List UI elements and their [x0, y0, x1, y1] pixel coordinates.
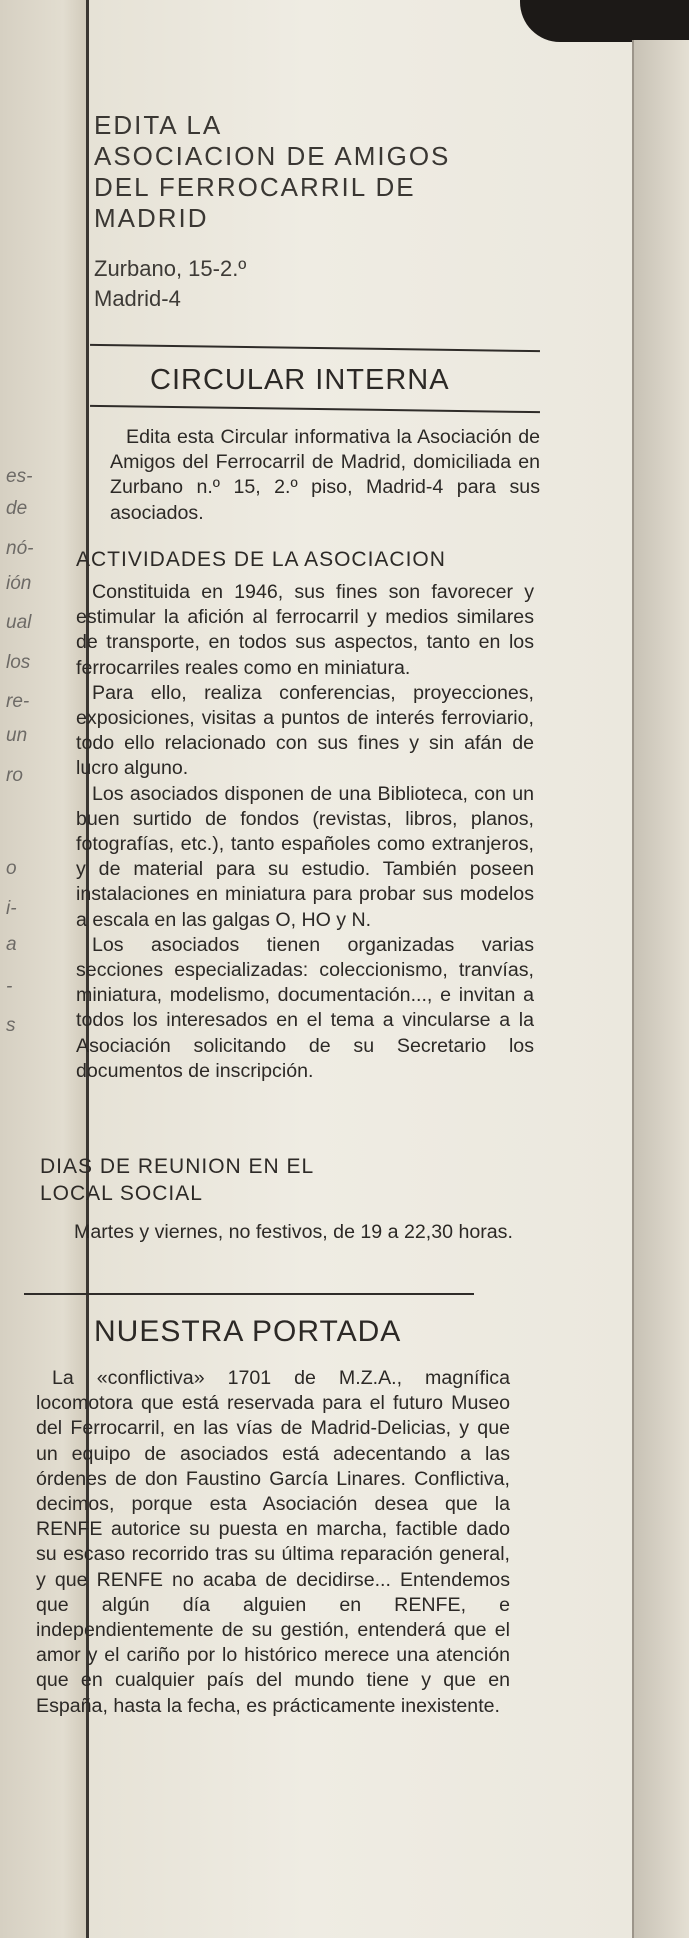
actividades-paragraph: Para ello, realiza conferencias, proyecciones, exposiciones, visitas a puntos de interés ferroviario, todo ello relacionado con sus fines y sin afán de lucro alguno. — [76, 681, 534, 780]
left-page-fragment: ro — [6, 765, 23, 786]
reunion-heading-line1: DIAS DE REUNION EN EL — [40, 1155, 315, 1178]
address-line: Zurbano, 15-2.º — [94, 256, 247, 281]
actividades-paragraph: Los asociados tienen organizadas varias secciones especializadas: coleccionismo, tranvías, miniatura, modelismo, documentación..., e invitan a todos los interesados en el tema a vincularse a la Asociación solicitando de su Secretario los documentos de inscripción. — [76, 933, 534, 1082]
portada-text: La «conflictiva» 1701 de M.Z.A., magnífica locomotora que está reservada para el futuro Museo del Ferrocarril, en las vías de Madrid-Delicias, y que un equipo de asociados está adecentando a las órdenes de don Faustino García Linares. Conflictiva, decimos, porque esta Asociación desea que la RENFE autorice su puesta en marcha, factible dado su escaso recorrido tras su última reparación general, y que RENFE no acaba de decidirse... Entendemos que algún día alguien en RENFE, e independientemente de su gestión, entenderá que el amor y el cariño por lo histórico merece una atención que en cualquier país del mundo tiene y que en España, hasta la fecha, es prácticamente inexistente. — [36, 1367, 510, 1717]
reunion-body — [58, 1220, 528, 1245]
rule-portada — [24, 1293, 474, 1295]
address-line: Madrid-4 — [94, 286, 181, 311]
next-page-edge — [634, 40, 689, 1938]
publisher-line: MADRID — [94, 203, 209, 233]
reunion-text: Martes y viernes, no festivos, de 19 a 22,30 horas. — [74, 1221, 513, 1243]
publisher-line: DEL FERROCARRIL DE — [94, 172, 416, 202]
actividades-body — [76, 580, 534, 1084]
intro-paragraph: Edita esta Circular informativa la Asociación de Amigos del Ferrocarril de Madrid, domiciliada en Zurbano n.º 15, 2.º piso, Madrid-4 para sus asociados. — [110, 426, 540, 524]
actividades-paragraph: Los asociados disponen de una Biblioteca, con un buen surtido de fondos (revistas, libros, planos, fotografías, etc.), tanto españoles como extranjeros, y de material para su estudio. También poseen instalaciones en miniatura para probar sus modelos a escala en las galgas O, HO y N. — [76, 782, 534, 931]
portada-body — [36, 1366, 510, 1719]
circular-title: CIRCULAR INTERNA — [150, 364, 450, 396]
actividades-paragraph: Constituida en 1946, sus fines son favorecer y estimular la afición al ferrocarril y medios similares de transporte, en todos sus aspectos, tanto en los ferrocarriles reales como en miniatura. — [76, 581, 534, 679]
left-page-fragment: ión — [6, 573, 32, 594]
left-page-fragment: nó- — [6, 538, 34, 559]
left-page-fragment: - — [6, 976, 13, 997]
left-page-fragment: re- — [6, 691, 30, 712]
actividades-heading: ACTIVIDADES DE LA ASOCIACION — [76, 548, 446, 571]
publisher-block — [94, 110, 524, 234]
circular-intro — [110, 425, 540, 526]
left-page-fragment: un — [6, 725, 28, 746]
portada-title: NUESTRA PORTADA — [94, 1315, 402, 1348]
reunion-heading-line2: LOCAL SOCIAL — [40, 1182, 203, 1205]
left-page-fragment: a — [6, 934, 17, 955]
left-page-fragment: de — [6, 498, 28, 519]
publisher-line: ASOCIACION DE AMIGOS — [94, 141, 451, 171]
left-page-fragment: ual — [6, 612, 32, 633]
left-page-fragment: o — [6, 858, 17, 879]
left-page-fragment: es- — [6, 466, 33, 487]
page-corner-shadow — [520, 0, 689, 42]
left-page-fragment: los — [6, 652, 31, 673]
publisher-line: EDITA LA — [94, 110, 223, 140]
left-page-fragment: s — [6, 1015, 16, 1036]
left-page-fragment: i- — [6, 898, 17, 919]
publisher-address — [94, 254, 394, 314]
